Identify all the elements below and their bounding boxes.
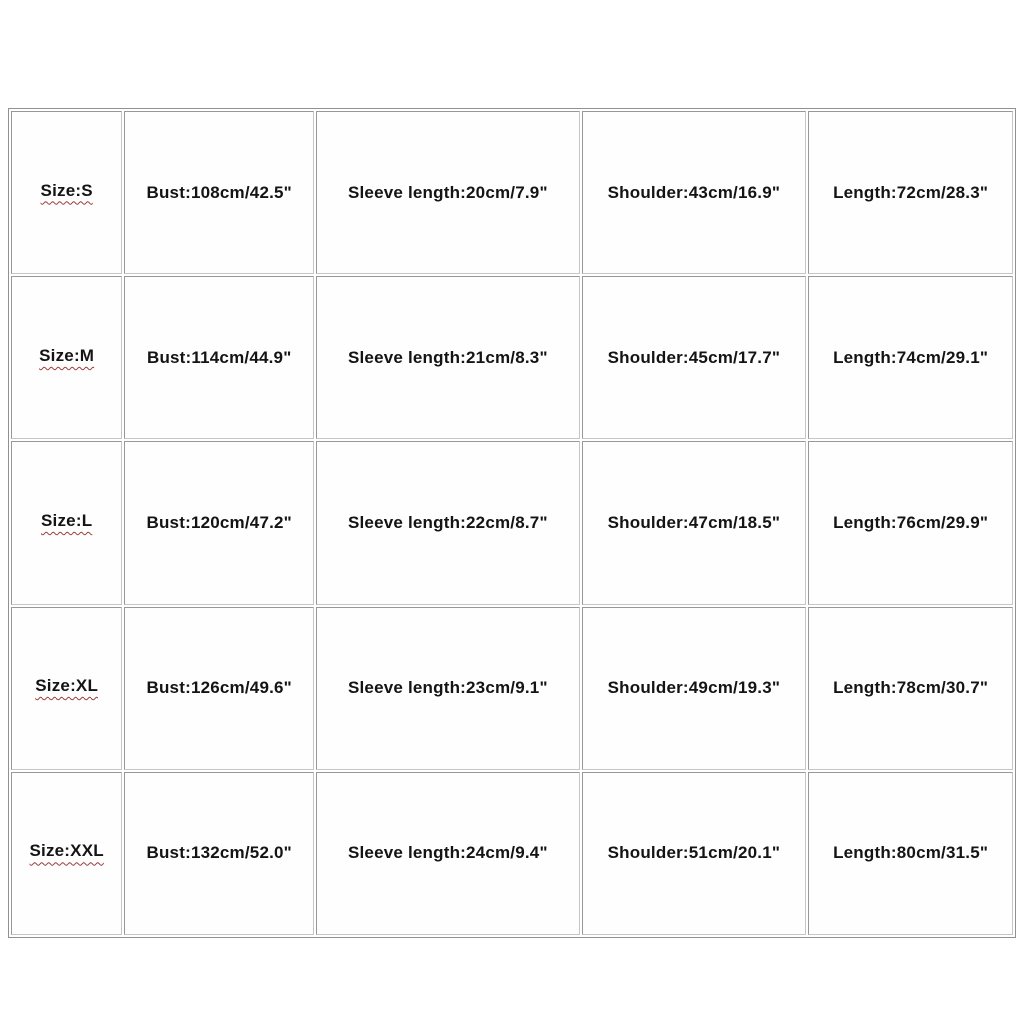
size-label: Size:L: [41, 510, 93, 530]
length-cell: Length:74cm/29.1": [808, 276, 1013, 439]
length-cell: Length:72cm/28.3": [808, 111, 1013, 274]
shoulder-cell: Shoulder:51cm/20.1": [582, 772, 807, 935]
table-row-size-xl: [11, 607, 1013, 770]
size-cell: [11, 111, 122, 274]
length-cell: Length:78cm/30.7": [808, 607, 1013, 770]
shoulder-cell: Shoulder:45cm/17.7": [582, 276, 807, 439]
size-label: Size:XL: [35, 676, 99, 696]
size-label: Size:S: [40, 180, 93, 200]
size-cell: [11, 441, 122, 604]
bust-cell: Bust:120cm/47.2": [124, 441, 314, 604]
sleeve-length-cell: Sleeve length:20cm/7.9": [316, 111, 579, 274]
size-cell: [11, 772, 122, 935]
size-label: Size:M: [39, 345, 95, 365]
table-row-size-m: [11, 276, 1013, 439]
table-row-size-s: [11, 111, 1013, 274]
bust-cell: Bust:108cm/42.5": [124, 111, 314, 274]
sleeve-length-cell: Sleeve length:23cm/9.1": [316, 607, 579, 770]
sleeve-length-cell: Sleeve length:21cm/8.3": [316, 276, 579, 439]
size-label: Size:XXL: [29, 841, 104, 861]
size-chart-table: [8, 108, 1016, 938]
shoulder-cell: Shoulder:49cm/19.3": [582, 607, 807, 770]
size-cell: [11, 276, 122, 439]
table-row-size-xxl: [11, 772, 1013, 935]
sleeve-length-cell: Sleeve length:24cm/9.4": [316, 772, 579, 935]
sleeve-length-cell: Sleeve length:22cm/8.7": [316, 441, 579, 604]
length-cell: Length:80cm/31.5": [808, 772, 1013, 935]
bust-cell: Bust:114cm/44.9": [124, 276, 314, 439]
shoulder-cell: Shoulder:43cm/16.9": [582, 111, 807, 274]
bust-cell: Bust:126cm/49.6": [124, 607, 314, 770]
table-row-size-l: [11, 441, 1013, 604]
length-cell: Length:76cm/29.9": [808, 441, 1013, 604]
bust-cell: Bust:132cm/52.0": [124, 772, 314, 935]
size-cell: [11, 607, 122, 770]
shoulder-cell: Shoulder:47cm/18.5": [582, 441, 807, 604]
